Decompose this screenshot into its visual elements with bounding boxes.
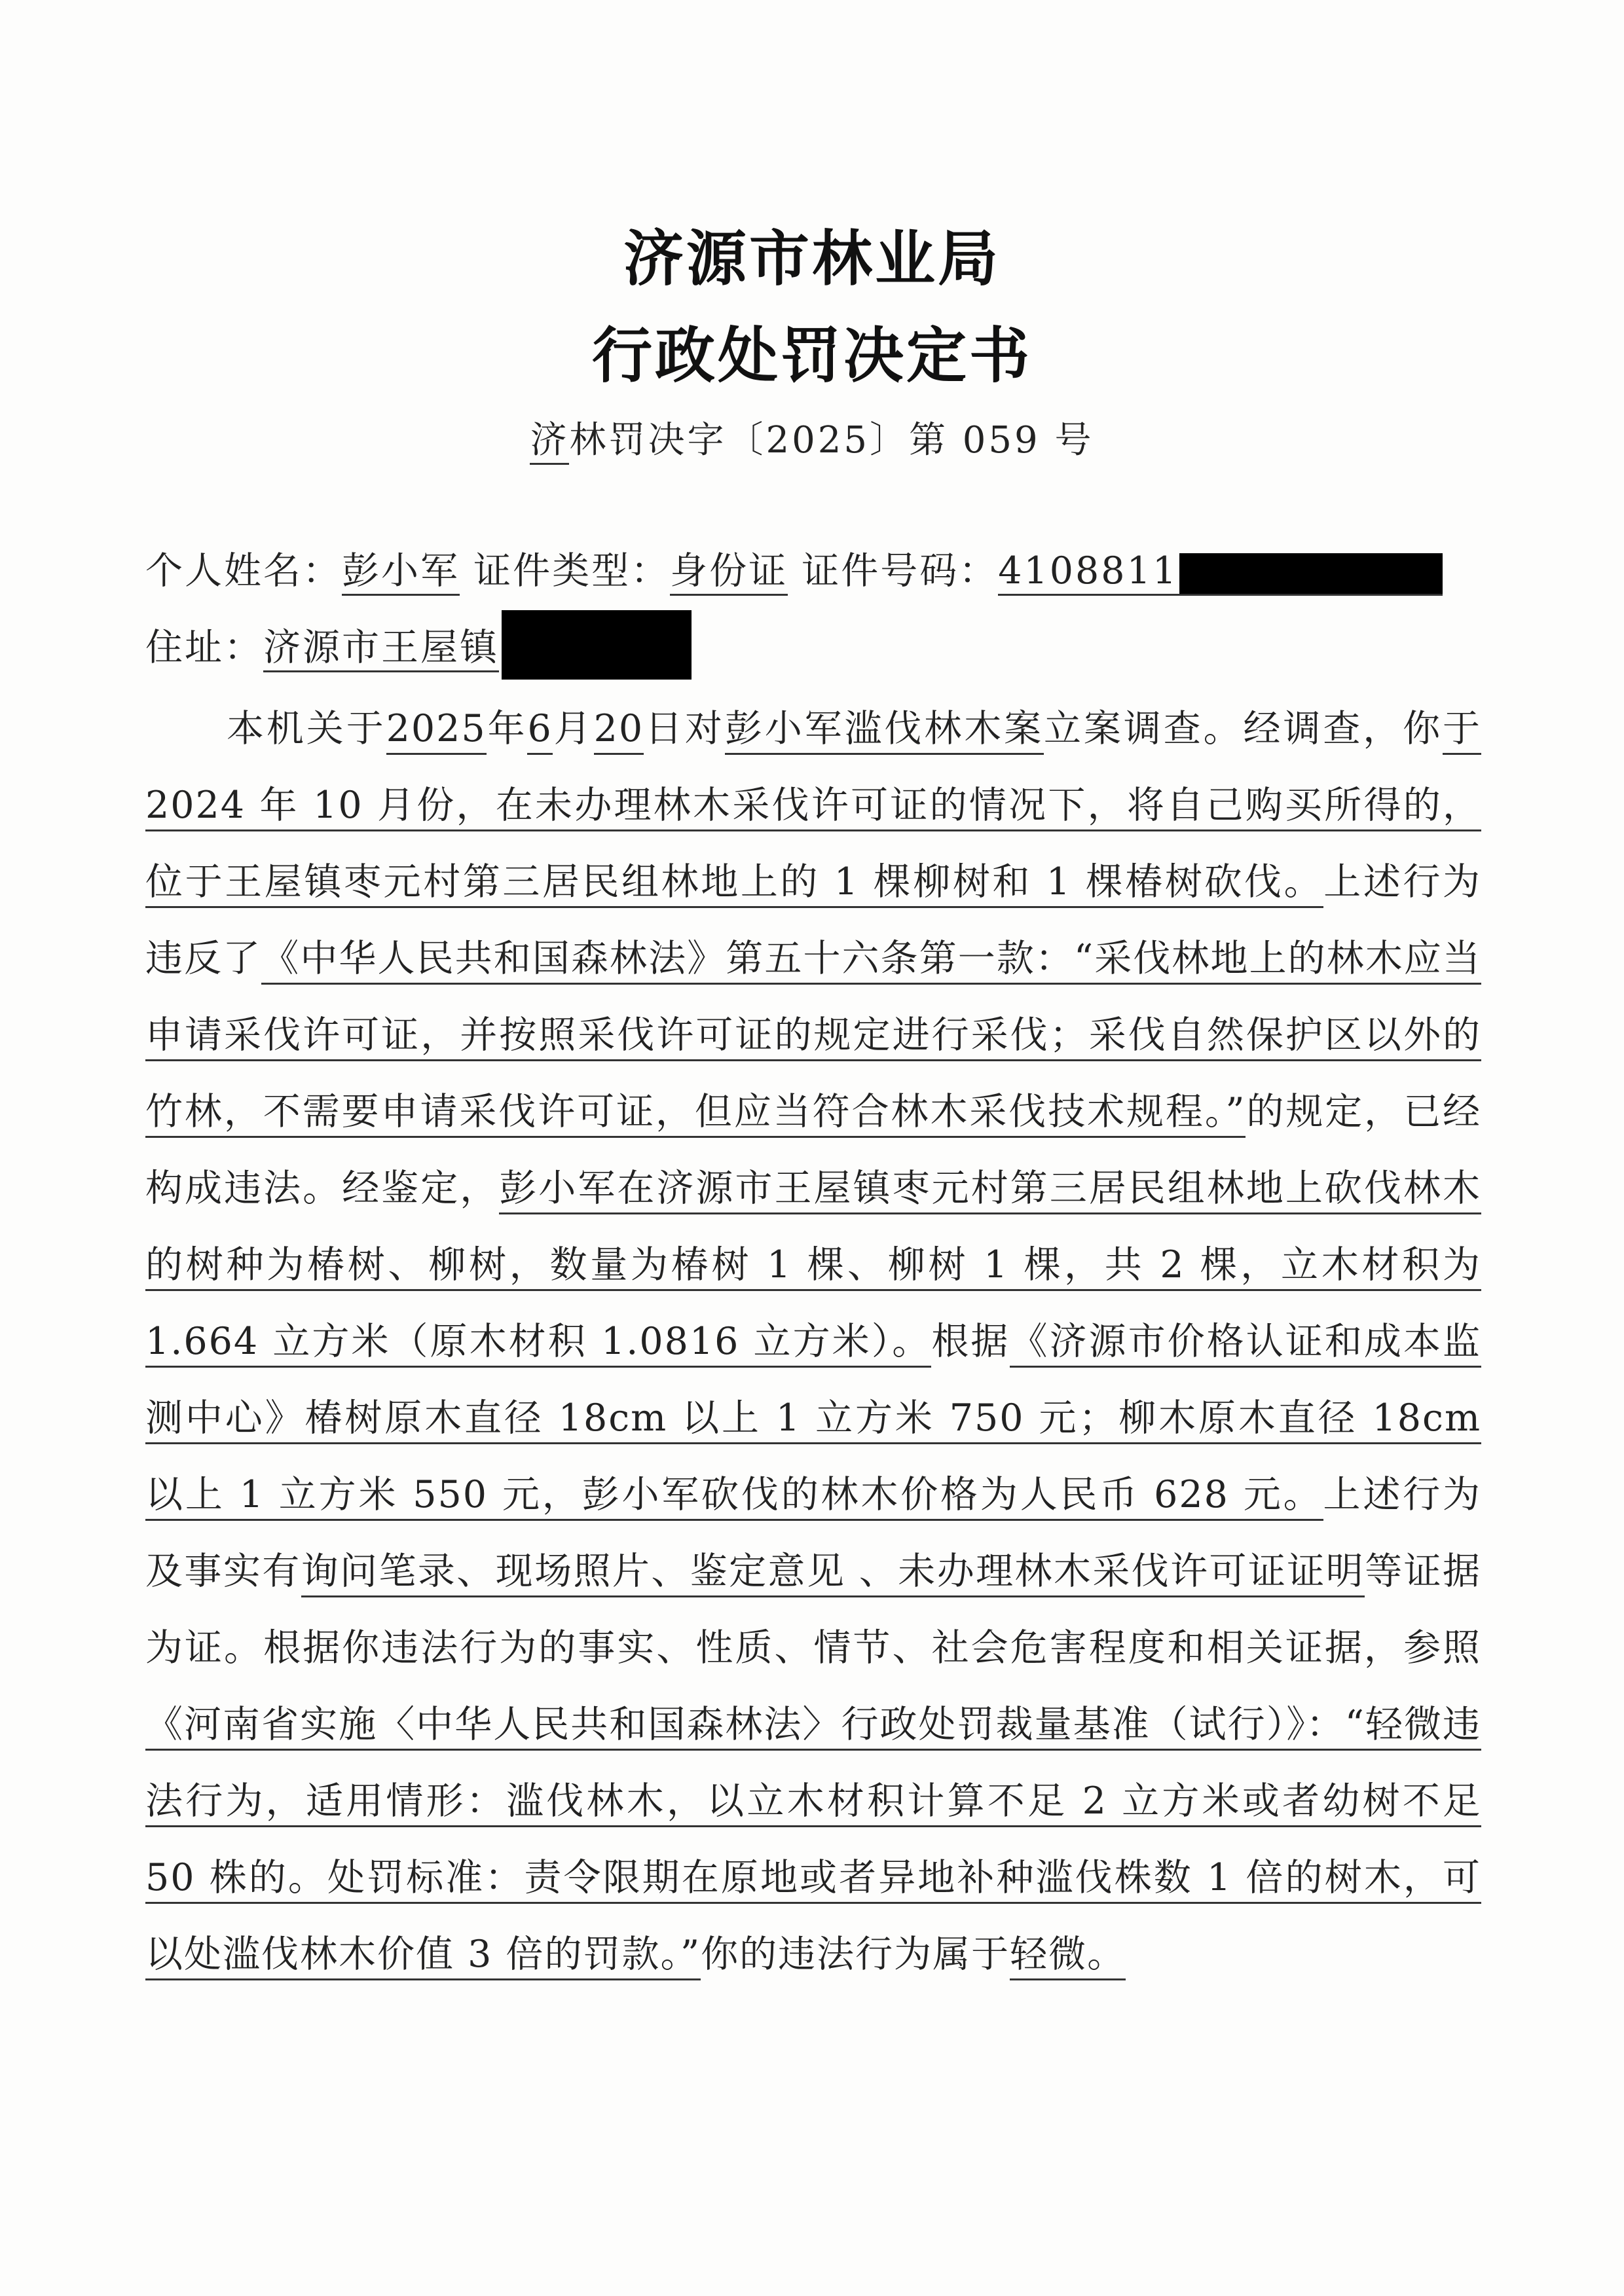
printed-text-segment: 的规定，已经构成违法。经鉴定，: [145, 1090, 1482, 1210]
id-number-label: 证件号码：: [802, 549, 999, 592]
id-number-field: [998, 549, 1443, 596]
filled-in-text-segment: 《济源市价格认证和成本监测中心》椿树原木直径 18cm 以上 1 立方米 750 元；柳木原木直径 18cm 以上 1 立方米 550 元，彭小军砍伐的林木价格为人民币 628 元。: [145, 1320, 1481, 1521]
party-info-line: [145, 541, 1443, 594]
id-type-value: 身份证: [670, 549, 788, 596]
decision-body-text: [145, 691, 1481, 1993]
filled-in-text-segment: 于 2024 年 10 月份，在未办理林木采伐许可证的情况下，将自己购买所得的，位于王屋镇枣元村第三居民组林地上的 1 棵柳树和 1 棵椿树砍伐。: [145, 707, 1481, 908]
printed-text-segment: 你的违法行为属于: [701, 1933, 1010, 1976]
printed-text-segment: 上述行为违反了: [145, 860, 1481, 980]
id-number-value: 4108811: [998, 549, 1179, 592]
filled-in-text-segment: 彭小军在济源市王屋镇枣元村第三居民组林地上砍伐林木的树种为椿树、柳树，数量为椿树 1 棵、柳树 1 棵，共 2 棵，立木材积为 1.664 立方米（原木材积 1.0816 立方米）。: [145, 1167, 1481, 1368]
printed-text-segment: 月: [552, 707, 594, 750]
filled-in-text-segment: 轻微。: [1010, 1933, 1126, 1980]
document-number-main: 林罚决字〔2025〕第 059 号: [569, 419, 1094, 462]
printed-text-segment: 年: [486, 707, 528, 750]
printed-text-segment: 本机关于: [227, 707, 386, 750]
printed-text-segment: 立案调查。经调查，你: [1044, 707, 1443, 750]
name-value: 彭小军: [342, 549, 460, 596]
id-type-label: 证件类型：: [473, 549, 671, 592]
printed-text-segment: 等证据为证。根据你违法行为的事实、性质、情节、社会危害程度和相关证据，参照: [145, 1550, 1482, 1669]
address-label: 住址：: [145, 626, 263, 670]
name-label: 个人姓名：: [145, 549, 342, 592]
filled-in-text-segment: 《河南省实施〈中华人民共和国森林法〉行政处罚裁量基准（试行）》：“轻微违法行为，适用情形：滥伐林木，以立木材积计算不足 2 立方米或者幼树不足 50 株的。处罚标准：责令限期在原地或者异地补种滥伐株数 1 倍的树木，可以处滥伐林木价值 3 倍的罚款。”: [145, 1703, 1481, 1980]
filled-in-text-segment: 彭小军滥伐林木案: [725, 707, 1044, 755]
id-number-redaction: [1179, 553, 1443, 594]
document-number-prefix: 济: [530, 419, 569, 465]
filled-in-text-segment: 6: [527, 707, 552, 755]
printed-text-segment: 日对: [644, 707, 725, 750]
printed-text-segment: 上述行为及事实有: [145, 1473, 1481, 1593]
address-redaction: [502, 610, 692, 680]
filled-in-text-segment: 《中华人民共和国森林法》第五十六条第一款：“采伐林地上的林木应当申请采伐许可证，并按照采伐许可证的规定进行采伐；采伐自然保护区以外的竹林，不需要申请采伐许可证，但应当符合林木采伐技术规程。”: [145, 937, 1481, 1138]
printed-text-segment: 根据: [931, 1320, 1010, 1363]
filled-in-text-segment: 20: [594, 707, 644, 755]
agency-title: 济源市林业局: [623, 224, 1001, 294]
document-number: [0, 411, 1624, 464]
address-value: 济源市王屋镇: [263, 626, 499, 672]
filled-in-text-segment: 2025: [386, 707, 487, 755]
address-line: [145, 615, 692, 685]
filled-in-text-segment: 询问笔录、现场照片、鉴定意见 、未办理林木采伐许可证证明: [301, 1550, 1365, 1597]
document-type-title: 行政处罚决定书: [591, 321, 1032, 391]
